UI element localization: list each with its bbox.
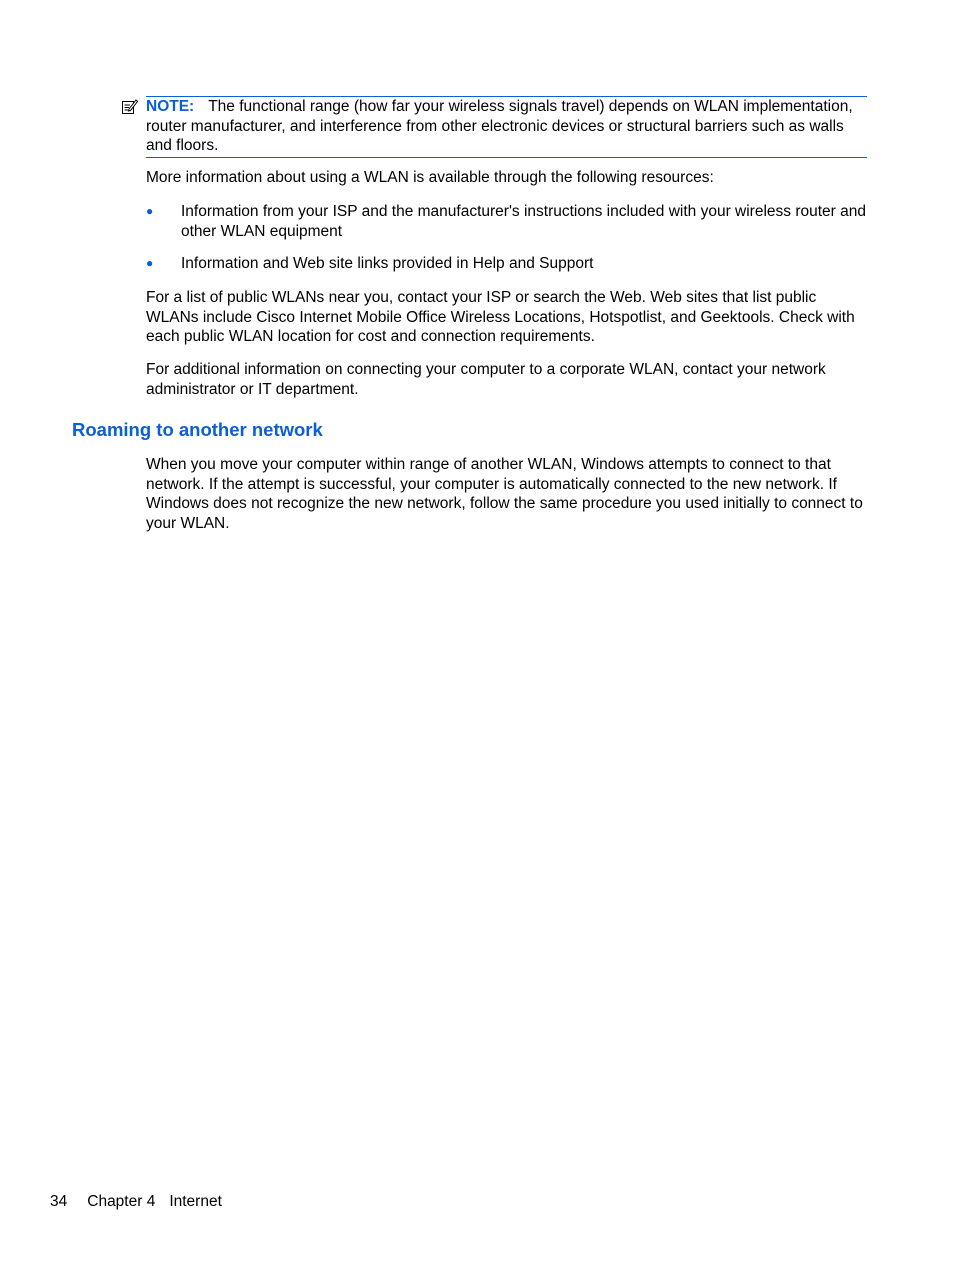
footer-chapter: Chapter 4 — [87, 1193, 156, 1210]
page-footer — [50, 1192, 222, 1212]
resources-intro: More information about using a WLAN is available through the following resources: — [146, 169, 714, 186]
list-item-text: Information from your ISP and the manufacturer's instructions included with your wireless router and other WLAN equipment — [181, 203, 866, 240]
bullet-icon: ● — [146, 256, 154, 270]
section-heading: Roaming to another network — [72, 419, 323, 440]
page-number: 34 — [50, 1193, 68, 1210]
bullet-icon: ● — [146, 204, 154, 218]
footer-chapter-title: Internet — [169, 1193, 222, 1210]
note-box — [146, 96, 867, 158]
note-label: NOTE: — [146, 98, 195, 115]
note-pencil-icon — [121, 98, 138, 115]
list-item-text: Information and Web site links provided in Help and Support — [181, 255, 594, 272]
roaming-paragraph: When you move your computer within range of another WLAN, Windows attempts to connect to that network. If the attempt is successful, your computer is automatically connected to the new network. If Windows does not recognize the new network, follow the same procedure you used initially to connect to your WLAN. — [146, 456, 863, 532]
note-text: The functional range (how far your wireless signals travel) depends on WLAN implementation, router manufacturer, and interference from other electronic devices or structural barriers such as walls and floors. — [146, 98, 853, 154]
public-wlan-paragraph: For a list of public WLANs near you, contact your ISP or search the Web. Web sites that list public WLANs include Cisco Internet Mobile Office Wireless Locations, Hotspotlist, and Geektools. Check with each public WLAN location for cost and connection requirements. — [146, 289, 855, 345]
corporate-wlan-paragraph: For additional information on connecting your computer to a corporate WLAN, contact your network administrator or IT department. — [146, 361, 826, 398]
